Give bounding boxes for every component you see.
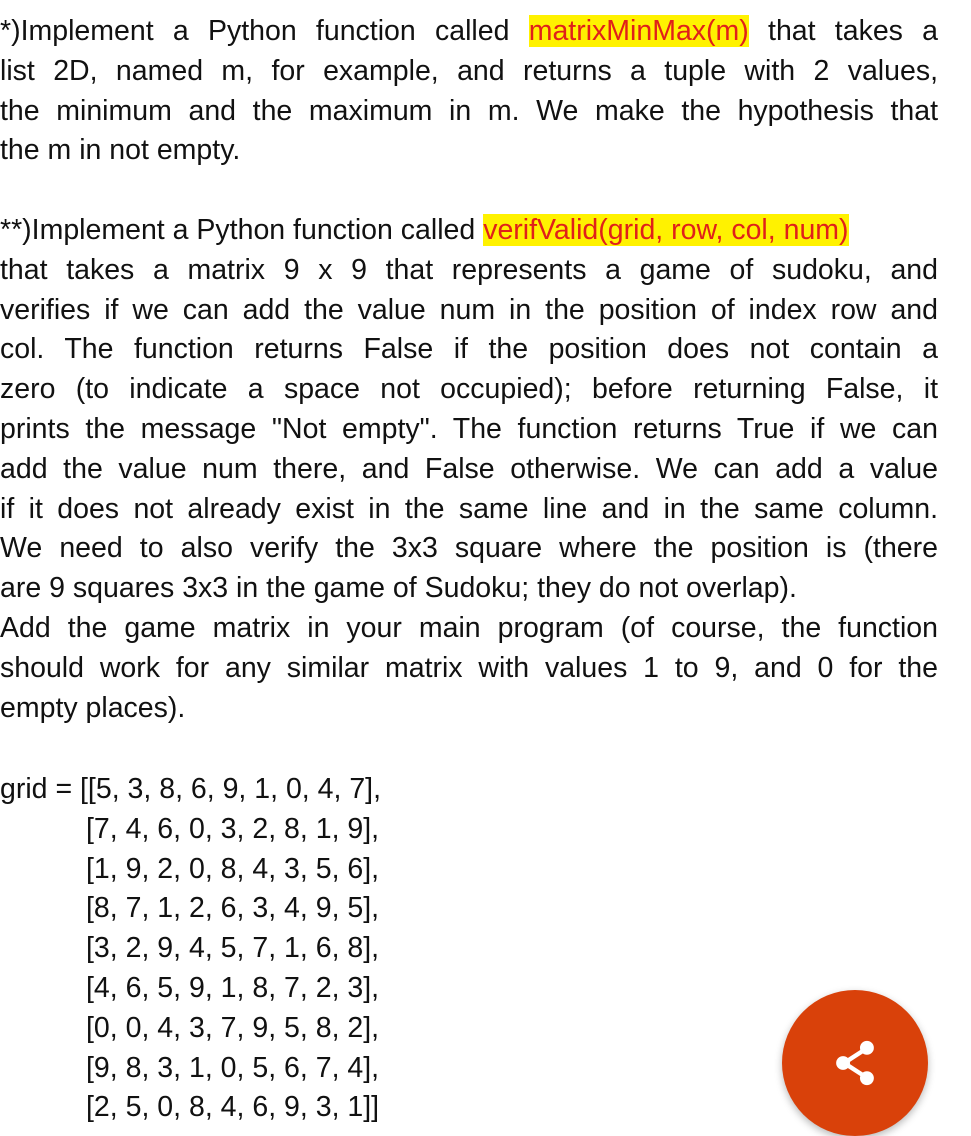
grid-code-row: grid = [[5, 3, 8, 6, 9, 1, 0, 4, 7], — [0, 773, 382, 805]
share-button[interactable] — [782, 990, 928, 1136]
grid-code-row: [4, 6, 5, 9, 1, 8, 7, 2, 3], — [86, 971, 380, 1004]
exercise-2-line: **)Implement a Python function called verifValid(grid, row, col, num) — [0, 214, 849, 246]
exercise-2-line: prints the message "Not empty". The function returns True if we can — [0, 412, 938, 445]
exercise-2-line: empty places). — [0, 691, 186, 724]
exercise-2-line: Add the game matrix in your main program (of course, the function — [0, 611, 938, 644]
exercise-2-line: We need to also verify the 3x3 square where the position is (there — [0, 532, 938, 565]
exercise-1-line: the m in not empty. — [0, 134, 241, 167]
grid-code-row: [3, 2, 9, 4, 5, 7, 1, 6, 8], — [86, 932, 380, 965]
grid-code-row: [1, 9, 2, 0, 8, 4, 3, 5, 6], — [86, 852, 380, 885]
grid-code-row: [0, 0, 4, 3, 7, 9, 5, 8, 2], — [86, 1011, 380, 1044]
grid-code-row: [8, 7, 1, 2, 6, 3, 4, 9, 5], — [86, 892, 380, 925]
grid-code-row: [2, 5, 0, 8, 4, 6, 9, 3, 1]] — [86, 1091, 380, 1124]
share-icon — [829, 1037, 881, 1089]
exercise-1 — [0, 12, 938, 171]
exercise-2-line: should work for any similar matrix with values 1 to 9, and 0 for the — [0, 651, 938, 684]
exercise-2-line: if it does not already exist in the same line and in the same column. — [0, 492, 938, 525]
exercise-2-line: zero (to indicate a space not occupied); before returning False, it — [0, 373, 938, 406]
exercise-2-line: col. The function returns False if the position does not contain a — [0, 333, 938, 366]
sudoku-grid-code — [0, 770, 381, 1128]
exercise-1-line: the minimum and the maximum in m. We make the hypothesis that — [0, 94, 938, 127]
exercise-2-line: verifies if we can add the value num in the position of index row and — [0, 293, 938, 326]
exercise-2-line: are 9 squares 3x3 in the game of Sudoku; they do not overlap). — [0, 572, 797, 605]
grid-code-row: [9, 8, 3, 1, 0, 5, 6, 7, 4], — [86, 1051, 380, 1084]
exercise-2-line: that takes a matrix 9 x 9 that represents a game of sudoku, and — [0, 253, 938, 286]
exercise-1-line: *)Implement a Python function called matrixMinMax(m) that takes a — [0, 15, 939, 47]
function-name-highlight: matrixMinMax(m) — [528, 15, 749, 47]
exercise-1-line: list 2D, named m, for example, and returns a tuple with 2 values, — [0, 54, 938, 87]
function-name-highlight: verifValid(grid, row, col, num) — [483, 214, 849, 246]
exercise-2 — [0, 211, 938, 728]
grid-code-row: [7, 4, 6, 0, 3, 2, 8, 1, 9], — [86, 812, 380, 845]
exercise-2-line: add the value num there, and False otherwise. We can add a value — [0, 452, 938, 485]
